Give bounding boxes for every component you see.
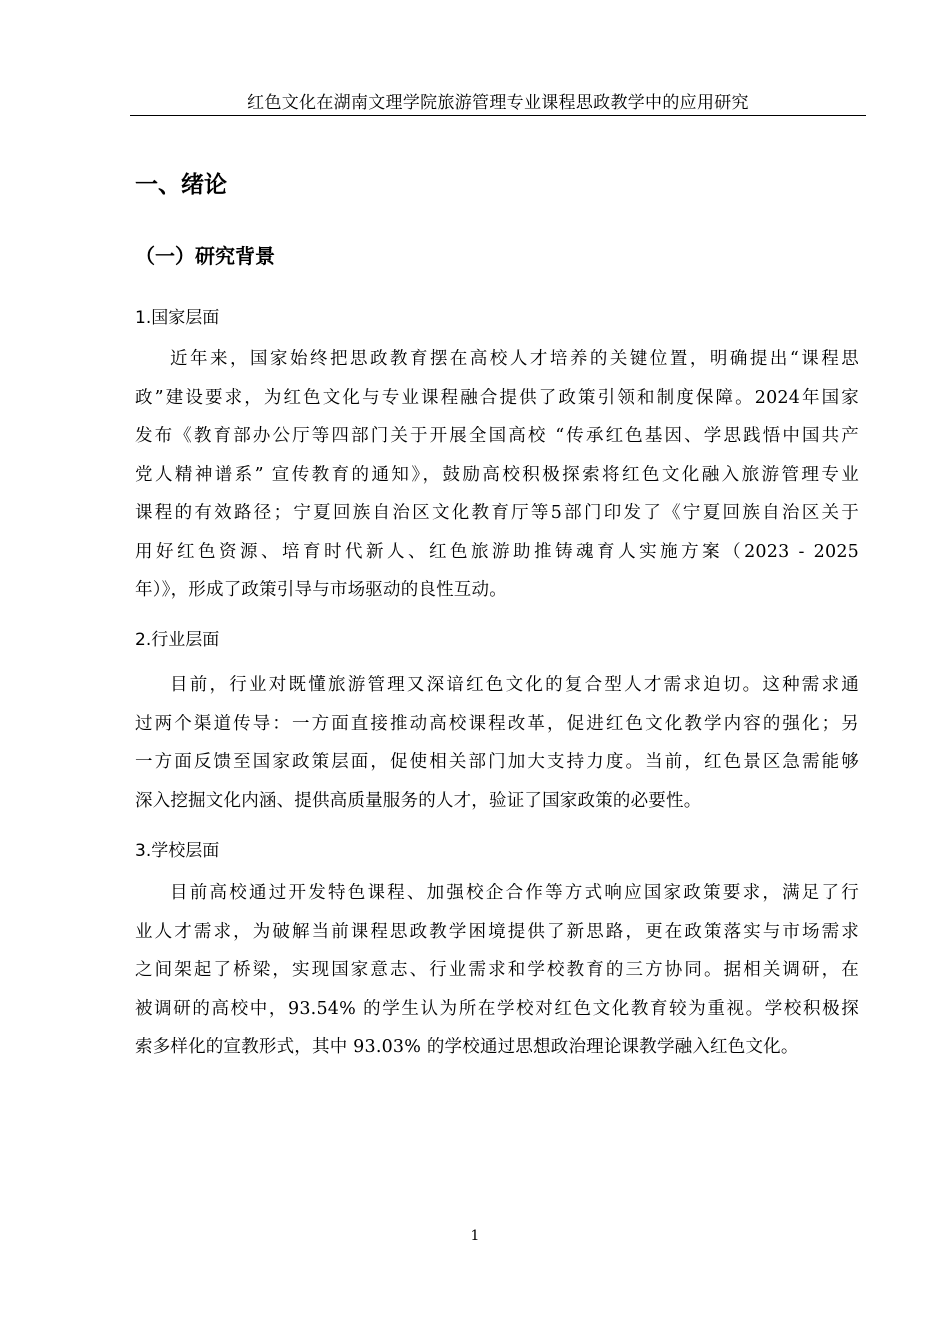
paragraph-line: 业人才需求，为破解当前课程思政教学困境提供了新思路，更在政策落实与市场需求 — [135, 921, 859, 942]
paragraph-line: 目前高校通过开发特色课程、加强校企合作等方式响应国家政策要求，满足了行 — [170, 883, 859, 903]
paragraph-line: 索多样化的宣教形式，其中 93.03% 的学校通过思想政治理论课教学融入红色文化。 — [135, 1037, 799, 1057]
paragraph-national — [135, 340, 859, 610]
paragraph-line: 用好红色资源、培育时代新人、红色旅游助推铸魂育人实施方案（2023 - 2025 — [135, 541, 859, 562]
subsection-title-school: 3.学校层面 — [135, 841, 220, 861]
paragraph-school — [135, 874, 859, 1067]
header-rule — [130, 115, 866, 116]
subsection-title-national: 1.国家层面 — [135, 308, 220, 328]
paragraph-line: 一方面反馈至国家政策层面，促使相关部门加大支持力度。当前，红色景区急需能够 — [135, 752, 859, 772]
paragraph-line: 发布《教育部办公厅等四部门关于开展全国高校 “传承红色基因、学思践悟中国共产 — [135, 426, 859, 446]
paragraph-line: 党人精神谱系” 宣传教育的通知》，鼓励高校积极探索将红色文化融入旅游管理专业 — [135, 464, 859, 485]
paragraph-line: 年）》，形成了政策引导与市场驱动的良性互动。 — [135, 580, 507, 600]
paragraph-line: 被调研的高校中，93.54% 的学生认为所在学校对红色文化教育较为重视。学校积极探 — [135, 998, 859, 1019]
paragraph-industry — [135, 666, 859, 820]
paragraph-line: 之间架起了桥梁，实现国家意志、行业需求和学校教育的三方协同。据相关调研，在 — [135, 960, 859, 980]
paragraph-line: 近年来，国家始终把思政教育摆在高校人才培养的关键位置，明确提出“课程思 — [170, 349, 859, 369]
paragraph-line: 目前，行业对既懂旅游管理又深谙红色文化的复合型人才需求迫切。这种需求通 — [170, 675, 859, 695]
subsection-title-industry: 2.行业层面 — [135, 630, 220, 650]
paragraph-line: 深入挖掘文化内涵、提供高质量服务的人才，验证了国家政策的必要性。 — [135, 790, 702, 811]
chapter-title: 一、绪论 — [135, 172, 227, 198]
running-header: 红色文化在湖南文理学院旅游管理专业课程思政教学中的应用研究 — [247, 93, 749, 113]
paragraph-line: 课程的有效路径；宁夏回族自治区文化教育厅等5部门印发了《宁夏回族自治区关于 — [135, 503, 859, 523]
page-number: 1 — [470, 1228, 480, 1244]
paragraph-line: 政”建设要求，为红色文化与专业课程融合提供了政策引领和制度保障。2024年国家 — [135, 387, 859, 408]
paragraph-line: 过两个渠道传导：一方面直接推动高校课程改革，促进红色文化教学内容的强化；另 — [135, 713, 859, 734]
section-title: （一）研究背景 — [135, 244, 275, 268]
